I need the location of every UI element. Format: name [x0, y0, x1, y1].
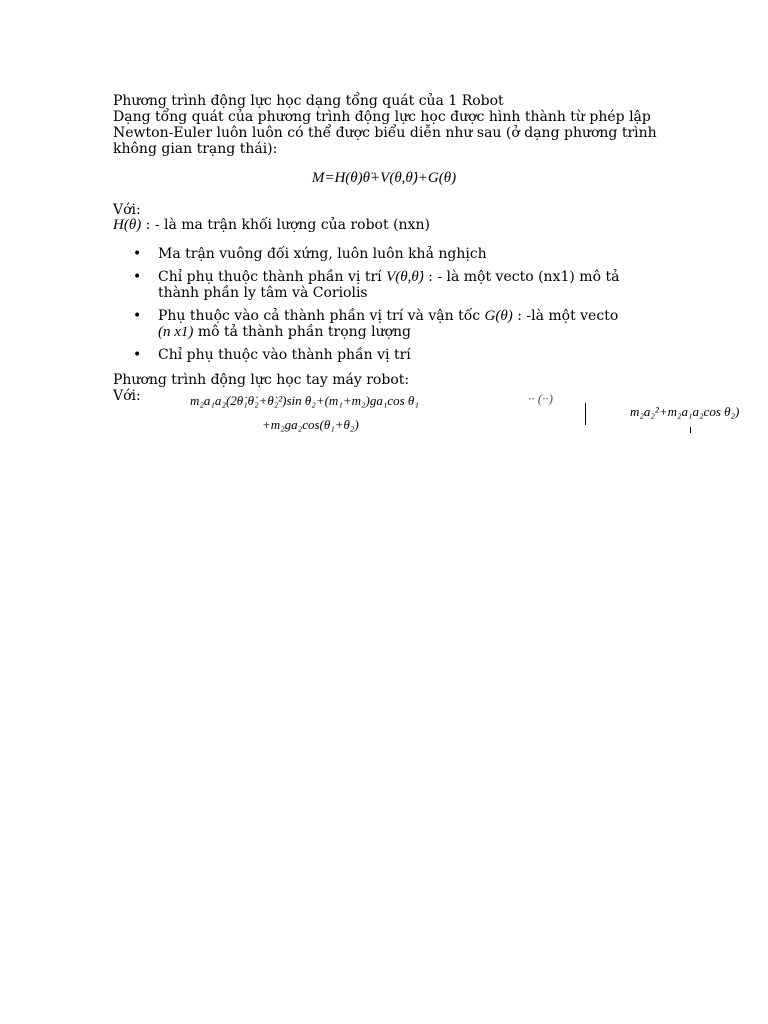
- intro-line-1: Dạng tổng quát của phương trình động lực học được hình thành từ phép lập: [113, 109, 651, 125]
- list-item: [113, 269, 673, 301]
- bullet-icon: •: [133, 308, 142, 324]
- equation-fragment: ·· (··): [528, 391, 553, 406]
- list-item-text: Phụ thuộc vào cả thành phần vị trí và vận tốc: [158, 308, 485, 324]
- list-item: [113, 347, 673, 363]
- matrix-bracket: [585, 403, 586, 425]
- intro-line-3: không gian trạng thái):: [113, 141, 278, 157]
- mass-matrix-definition: [113, 217, 430, 233]
- main-equation: M=H(θ)θ̈+V(θ,θ̇)+G(θ): [311, 170, 457, 186]
- list-item-text: : -là một vecto: [512, 308, 619, 324]
- bullet-icon: •: [133, 269, 142, 285]
- with-label: Với:: [113, 202, 141, 218]
- coriolis-vector-term: V(θ,θ̇): [386, 269, 424, 285]
- intro-line-2: Newton-Euler luôn luôn có thể được biểu diễn như sau (ở dạng phương trình: [113, 125, 657, 141]
- manipulator-heading: Phương trình động lực học tay máy robot:: [113, 372, 410, 388]
- gravity-vector-term: G(θ): [484, 308, 513, 324]
- mass-matrix-term: H(θ): [113, 217, 142, 233]
- mass-matrix-description: : - là ma trận khối lượng của robot (nxn): [141, 217, 430, 233]
- with-label-2: Với:: [113, 388, 141, 404]
- list-item-text: : - là một vecto (nx1) mô tả: [423, 269, 620, 285]
- document-heading: Phương trình động lực học dạng tổng quát của 1 Robot: [113, 93, 504, 109]
- list-item-text: Chỉ phụ thuộc vào thành phần vị trí: [158, 347, 411, 363]
- equation-fragment: m₂a₂²+m₂a₁a₂cos θ₂): [630, 404, 740, 419]
- list-item: [113, 308, 673, 340]
- list-item: [113, 246, 673, 262]
- list-item-text: Ma trận vuông đối xứng, luôn luôn khả nghịch: [158, 246, 487, 262]
- equation-fragment: +m₂ga₂cos(θ₁+θ₂): [262, 417, 359, 432]
- list-item-text: thành phần ly tâm và Coriolis: [158, 285, 368, 301]
- matrix-bracket-tick: [690, 427, 691, 433]
- bullet-icon: •: [133, 246, 142, 262]
- vector-dimension-term: (n x1): [158, 324, 194, 340]
- bullet-icon: •: [133, 347, 142, 363]
- list-item-text: Chỉ phụ thuộc thành phần vị trí: [158, 269, 387, 285]
- list-item-text: mô tả thành phần trọng lượng: [193, 324, 412, 340]
- property-list: [113, 246, 673, 370]
- equation-fragment: m₂a₁a₂(2θ̇₁θ̇₂+θ̇₂²)sin θ₂+(m₁+m₂)ga₁cos θ₁: [190, 393, 419, 408]
